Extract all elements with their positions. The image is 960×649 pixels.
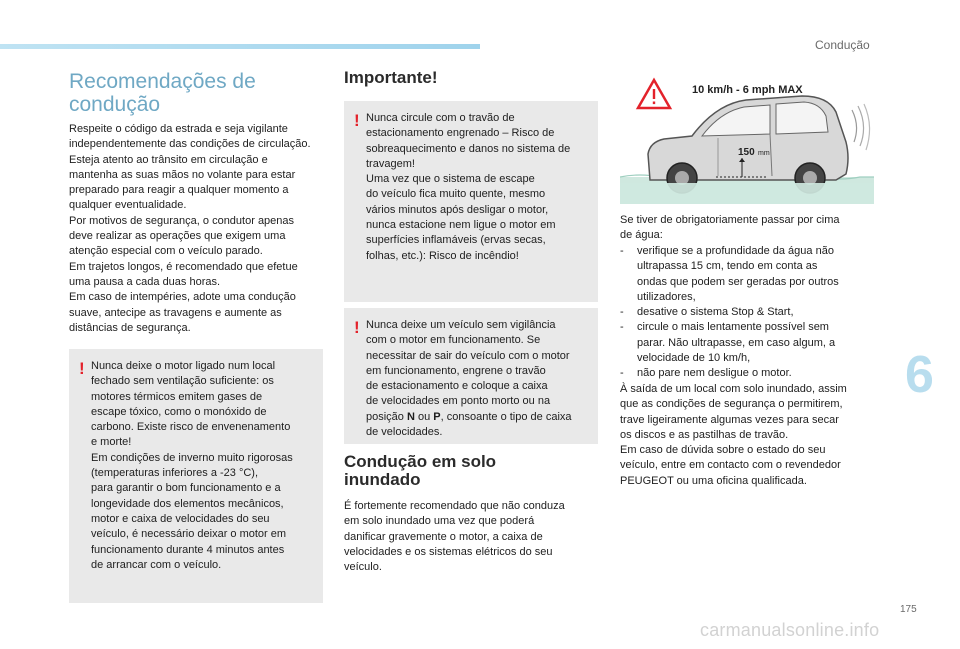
chapter-tab-number: 6	[905, 346, 934, 404]
flood-diagram	[620, 76, 874, 204]
section-title-recommendations: Recomendações de condução	[69, 70, 256, 116]
flooded-body: É fortemente recomendado que não conduza em solo inundado uma vez que poderá danificar gravemente o motor, a caixa de velocidades e os sistemas elétricos do seu veículo.	[344, 500, 565, 574]
section-title-important: Importante!	[344, 68, 438, 87]
warning-box-brake	[344, 101, 598, 302]
list-item: - verifique se a profundidade da água não ultrapassa 15 cm, tendo em conta as ondas que podem ser geradas por outros utilizadores,	[620, 245, 839, 303]
watermark: carmanualsonline.info	[700, 620, 880, 640]
car-in-water-illustration	[620, 76, 874, 204]
warning-box-engine	[69, 349, 323, 603]
speed-limit-label: 10 km/h - 6 mph MAX	[692, 84, 803, 96]
warning-triangle-icon	[638, 80, 670, 108]
section-title-flooded: Condução em solo inundado	[344, 452, 497, 489]
warning-box-unattended	[344, 308, 598, 444]
depth-unit: mm	[758, 150, 770, 157]
warning-exclamation-icon: !	[354, 318, 360, 337]
page-number: 175	[900, 604, 917, 615]
list-item: - desative o sistema Stop & Start,	[620, 306, 794, 319]
depth-label: 150	[738, 147, 755, 158]
recommendations-body: Respeite o código da estrada e seja vigilante independentemente das condições de circulação. Esteja atento ao trânsito em circulação e mantenha as suas mãos no volante para estar preparado para reagir a qualquer momento a qualquer eventualidade. Por motivos de segurança, o condutor apenas deve realizar as operações que exigem uma atenção especial com o veículo parado. Em trajetos longos, é recomendado que efetue uma pausa a cada duas horas. Em caso de intempéries, adote uma condução suave, antecipe as travagens e aumente as distâncias de segurança.	[69, 123, 311, 334]
warning-text-unattended: Nunca deixe um veículo sem vigilância com o motor em funcionamento. Se necessitar de sair do veículo com o motor em funcionamento, engrene o travão de estacionamento e coloque a caixa de velocidades em ponto morto ou na posição N ou P, consoante o tipo de caixa de velocidades.	[366, 319, 572, 439]
warning-text-engine: Nunca deixe o motor ligado num local fechado sem ventilação suficiente: os motores térmicos emitem gases de escape tóxico, como o monóxido de carbono. Existe risco de envenenamento e morte! Em condições de inverno muito rigorosas (temperaturas inferiores a -23 °C), para garantir o bom funcionamento e a longevidade dos elementos mecânicos, motor e caixa de velocidades do seu veículo, é necessário deixar o motor em funcionamento durante 4 minutos antes de arrancar com o veículo.	[91, 360, 293, 571]
gear-n: N	[406, 410, 415, 423]
flooded-checklist	[620, 244, 890, 382]
list-item: - não pare nem desligue o motor.	[620, 367, 792, 380]
warning-exclamation-icon: !	[79, 359, 85, 378]
gear-p: P	[433, 410, 441, 423]
warning-text-brake: Nunca circule com o travão de estacionamento engrenado – Risco de sobreaquecimento e danos no sistema de travagem! Uma vez que o sistema de escape do veículo fica muito quente, mesmo vários minutos após desligar o motor, nunca estacione nem ligue o motor em superfícies inflamáveis (ervas secas, folhas, etc.): Risco de incêndio!	[366, 112, 571, 262]
list-item: - circule o mais lentamente possível sem parar. Não ultrapasse, em caso algum, a velocidade de 10 km/h,	[620, 321, 836, 365]
header-accent-bar	[0, 44, 480, 49]
flooded-intro: Se tiver de obrigatoriamente passar por cima de água:	[620, 214, 840, 242]
warning-exclamation-icon: !	[354, 111, 360, 130]
chapter-title: Condução	[815, 38, 870, 52]
flooded-outro: À saída de um local com solo inundado, assim que as condições de segurança o permitirem, trave ligeiramente algumas vezes para secar os discos e as pastilhas de travão. Em caso de dúvida sobre o estado do seu veículo, entre em contacto com o revendedor PEUGEOT ou uma oficina qualificada.	[620, 383, 847, 487]
